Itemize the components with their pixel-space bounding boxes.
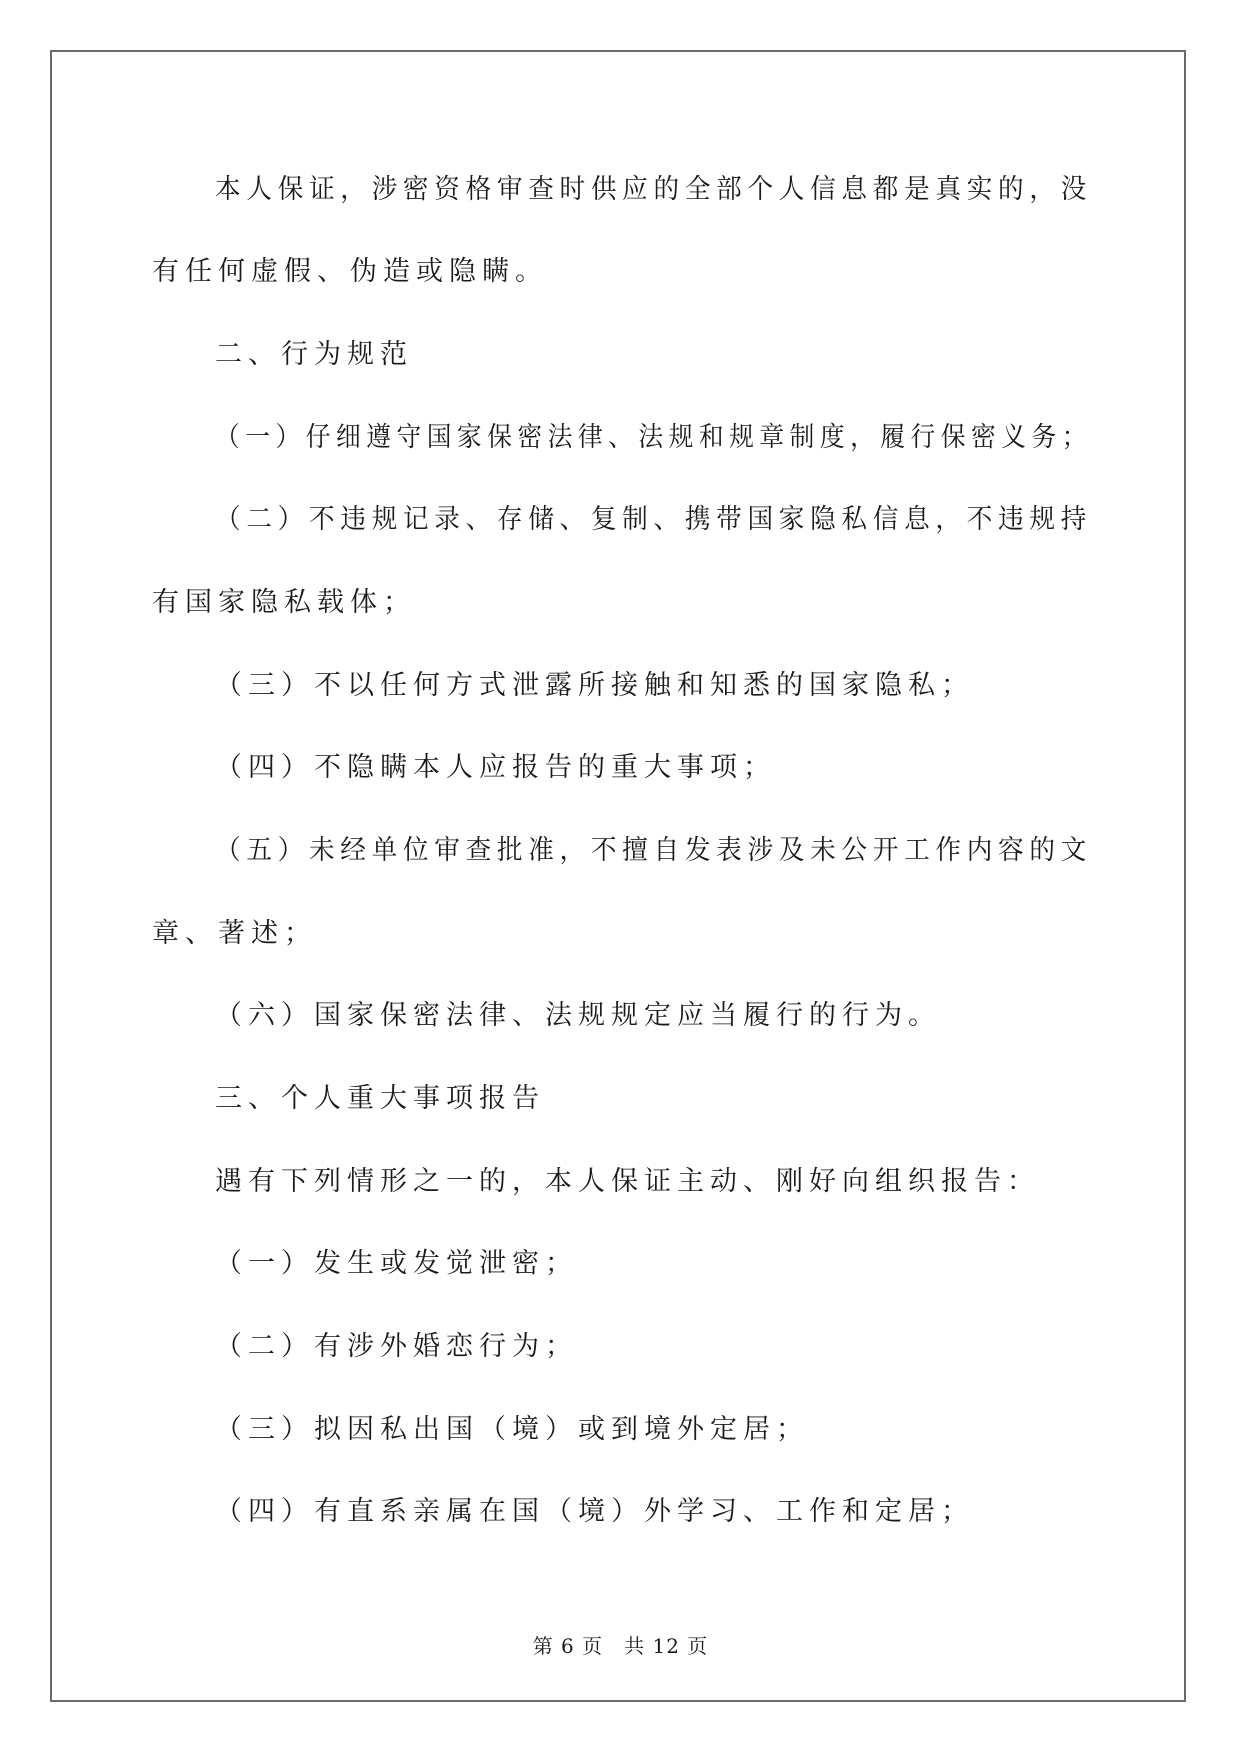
list-item: （一）发生或发觉泄密； xyxy=(215,1248,578,1279)
page-frame xyxy=(50,50,1186,1702)
list-item: （一）仔细遵守国家保密法律、法规和规章制度，履行保密义务； xyxy=(215,422,1092,453)
list-item: （五）未经单位审查批准，不擅自发表涉及未公开工作内容的文 xyxy=(215,835,1092,866)
list-item: （四）有直系亲属在国（境）外学习、工作和定居； xyxy=(215,1496,974,1527)
paragraph-line: 本人保证，涉密资格审查时供应的全部个人信息都是真实的，没 xyxy=(215,174,1092,205)
section-heading: 二、行为规范 xyxy=(215,339,413,370)
paragraph-line: 遇有下列情形之一的，本人保证主动、刚好向组织报告： xyxy=(215,1166,1040,1197)
list-item: （二）不违规记录、存储、复制、携带国家隐私信息，不违规持 xyxy=(215,504,1092,535)
list-item: （二）有涉外婚恋行为； xyxy=(215,1331,578,1362)
paragraph-line: 有任何虚假、伪造或隐瞒。 xyxy=(152,256,548,287)
list-item-continuation: 章、著述； xyxy=(152,918,317,949)
list-item: （六）国家保密法律、法规规定应当履行的行为。 xyxy=(215,1000,941,1031)
section-heading: 三、个人重大事项报告 xyxy=(215,1083,545,1114)
list-item: （三）拟因私出国（境）或到境外定居； xyxy=(215,1414,809,1445)
page-number-footer: 第 6 页 共 12 页 xyxy=(532,1634,709,1658)
list-item: （三）不以任何方式泄露所接触和知悉的国家隐私； xyxy=(215,670,974,701)
list-item: （四）不隐瞒本人应报告的重大事项； xyxy=(215,752,776,783)
list-item-continuation: 有国家隐私载体； xyxy=(152,587,416,618)
